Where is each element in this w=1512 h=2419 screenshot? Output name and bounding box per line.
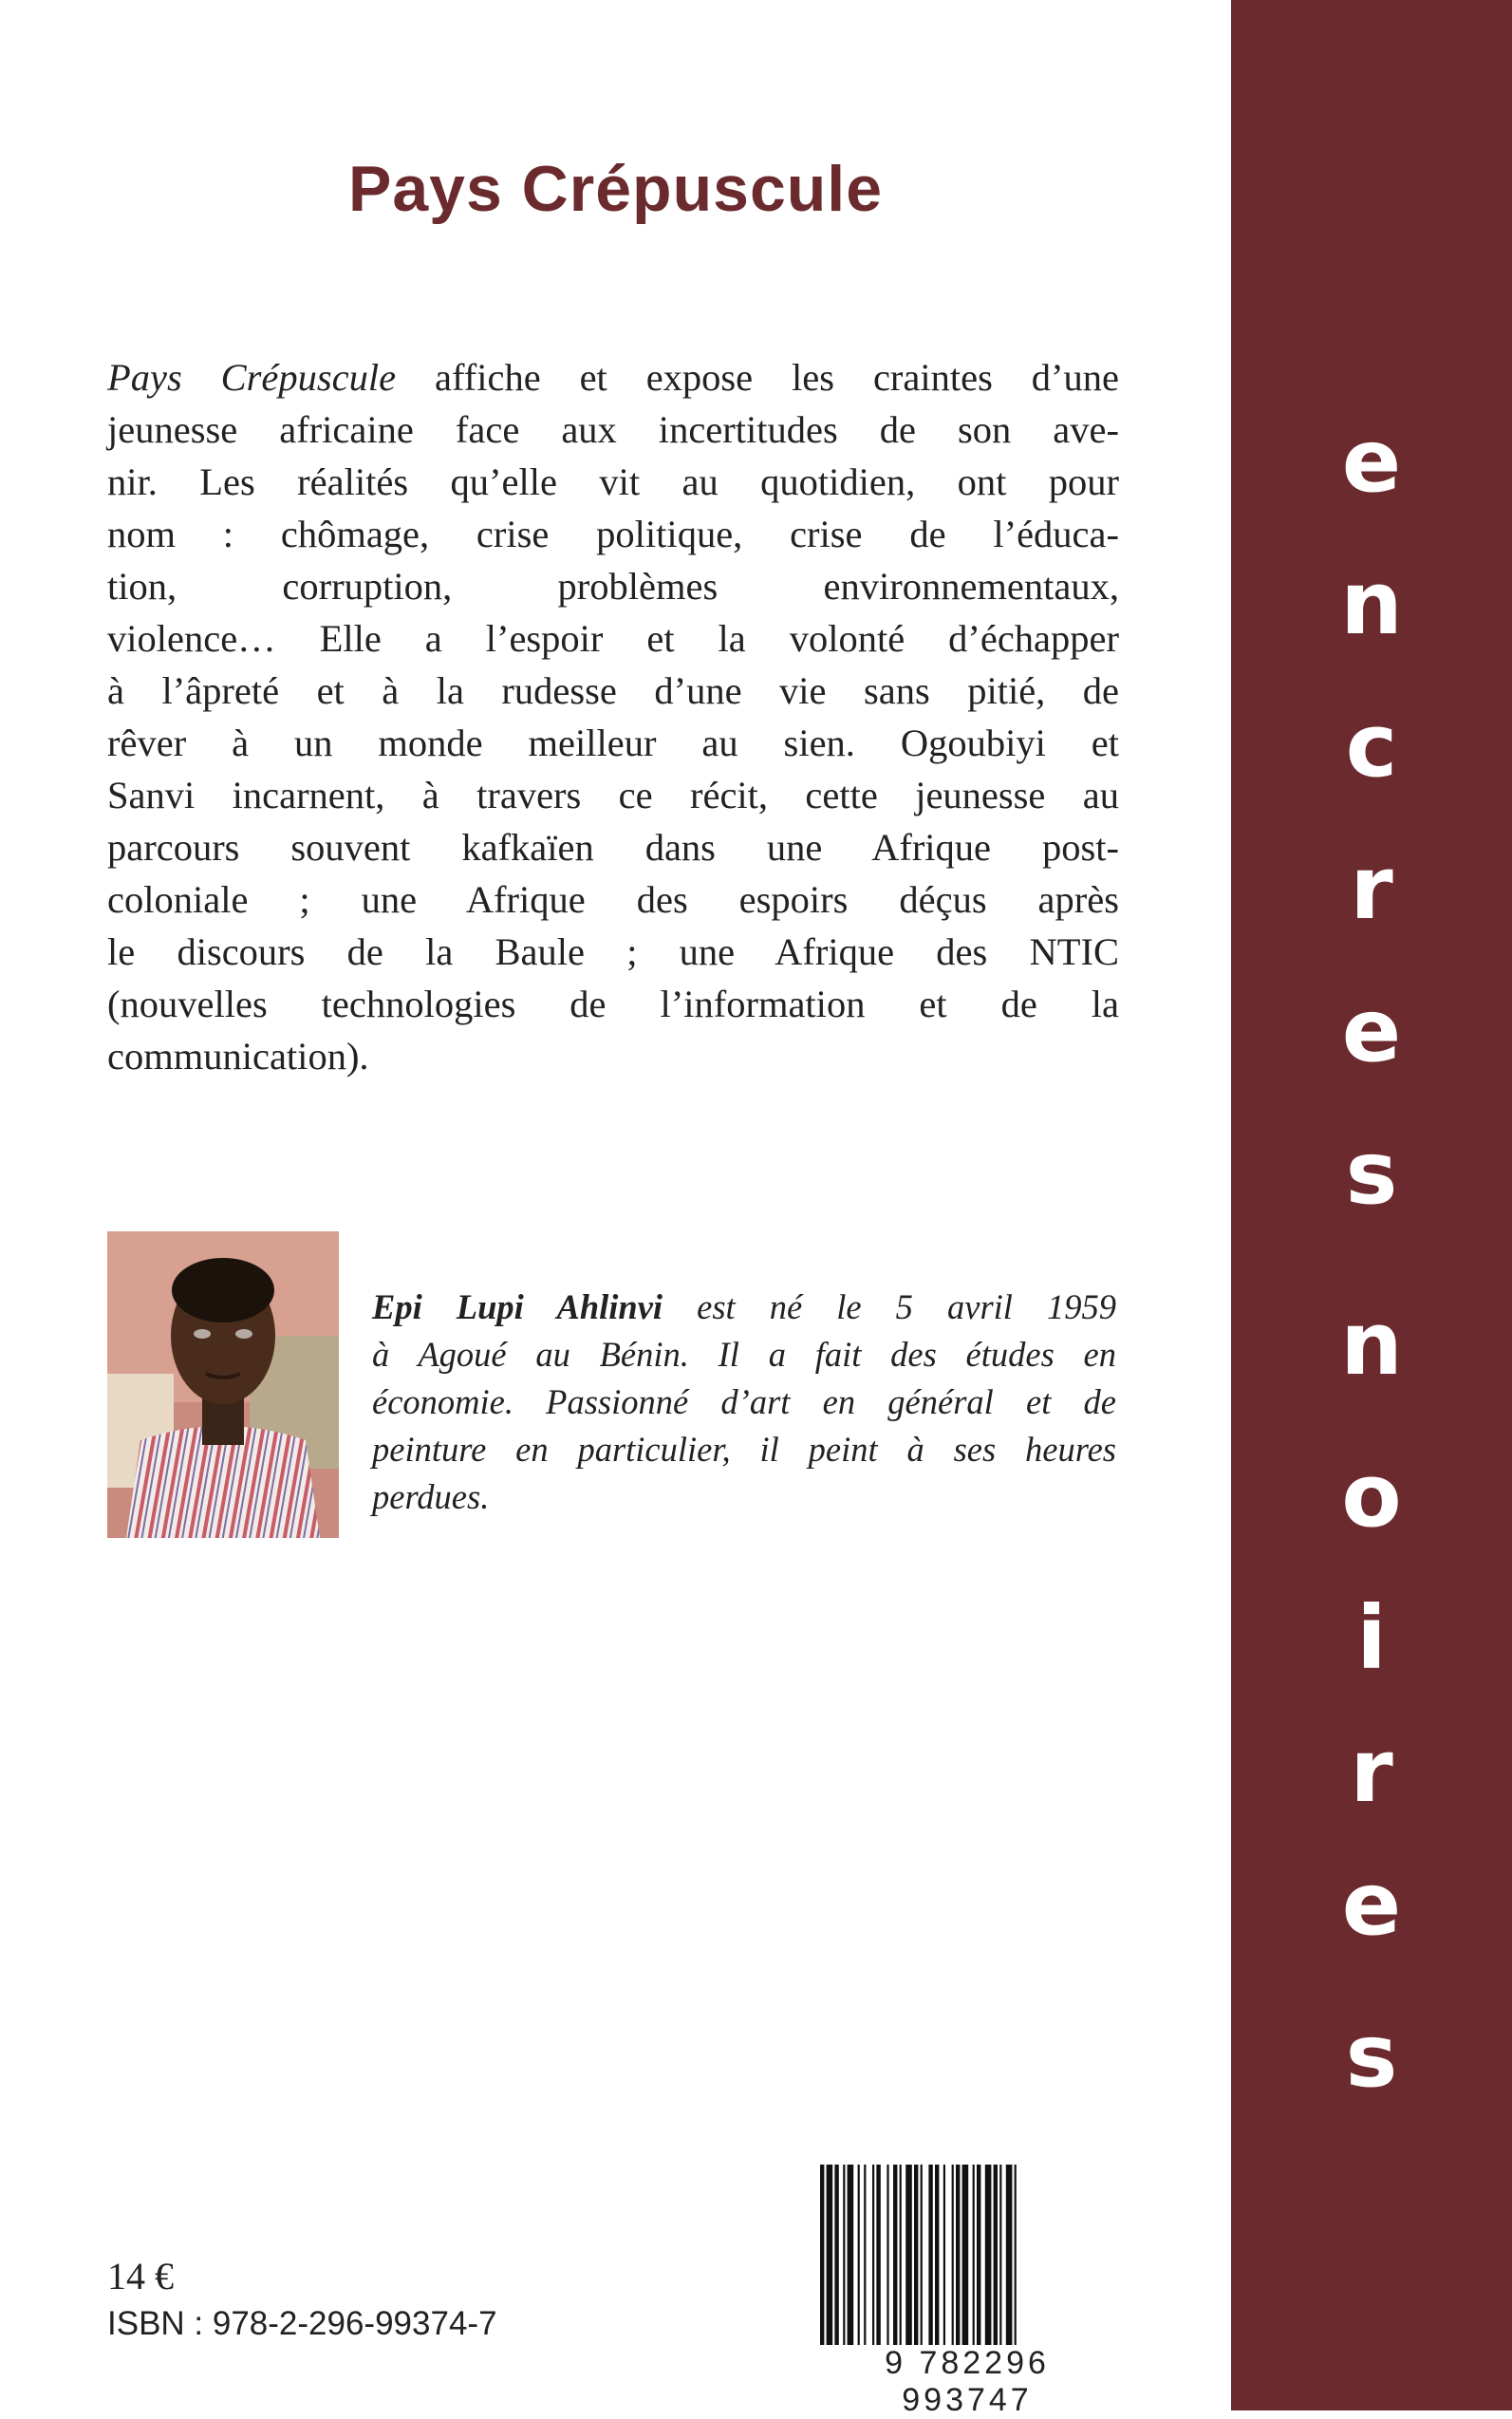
- bio-line: à Agoué au Bénin. Il a fait des études en: [372, 1335, 1116, 1374]
- author-photo: [107, 1231, 339, 1538]
- blurb-line: à l’âpreté et à la rudesse d’une vie sans pitié, de: [107, 669, 1119, 712]
- bio-line: [372, 1284, 1116, 1331]
- collection-letter: n: [1340, 1293, 1403, 1395]
- author-bio: [372, 1284, 1116, 1521]
- collection-letter: i: [1356, 1587, 1387, 1689]
- collection-letter: r: [1350, 1720, 1393, 1822]
- author-photo-illustration: [107, 1231, 339, 1538]
- collection-letter: c: [1345, 695, 1398, 797]
- blurb-line: tion, corruption, problèmes environnementaux,: [107, 565, 1119, 608]
- blurb-line: nir. Les réalités qu’elle vit au quotidien, ont pour: [107, 460, 1119, 503]
- blurb-line: coloniale ; une Afrique des espoirs déçus après: [107, 878, 1119, 921]
- blurb-line: jeunesse africaine face aux incertitudes de son ave-: [107, 408, 1119, 451]
- collection-letter: e: [1341, 410, 1402, 512]
- blurb-line-rest: affiche et expose les craintes d’une: [396, 356, 1119, 399]
- blurb-line: (nouvelles technologies de l’information et de la: [107, 983, 1119, 1025]
- blurb-line: rêver à un monde meilleur au sien. Ogoubiyi et: [107, 722, 1119, 764]
- blurb-line: nom : chômage, crise politique, crise de l’éduca-: [107, 513, 1119, 555]
- collection-letter: o: [1341, 1445, 1402, 1547]
- bio-line: perdues.: [372, 1477, 490, 1516]
- collection-letter: e: [1341, 1853, 1402, 1955]
- blurb-line: parcours souvent kafkaïen dans une Afrique post-: [107, 826, 1119, 869]
- isbn: ISBN : 978-2-296-99374-7: [107, 2305, 497, 2342]
- barcode-digits: 9 782296 993747: [816, 2345, 1118, 2419]
- collection-letter: s: [1345, 2005, 1398, 2107]
- blurb-line: le discours de la Baule ; une Afrique des NTIC: [107, 930, 1119, 973]
- blurb-line: Sanvi incarnent, à travers ce récit, cette jeunesse au: [107, 774, 1119, 816]
- collection-letter: s: [1345, 1122, 1398, 1224]
- book-title: Pays Crépuscule: [347, 153, 884, 225]
- collection-band: [1231, 0, 1512, 2410]
- collection-letter: e: [1341, 980, 1402, 1081]
- bio-line: économie. Passionné d’art en général et de: [372, 1382, 1116, 1421]
- blurb-line: [107, 351, 1119, 403]
- collection-letter: r: [1350, 837, 1393, 939]
- blurb-line: violence… Elle a l’espoir et la volonté d’échapper: [107, 617, 1119, 660]
- bio-line: peinture en particulier, il peint à ses heures: [372, 1430, 1116, 1469]
- collection-letter: n: [1340, 553, 1403, 654]
- price: 14 €: [107, 2255, 174, 2297]
- bio-line-rest: est né le 5 avril 1959: [663, 1287, 1117, 1326]
- author-name: Epi Lupi Ahlinvi: [372, 1287, 663, 1326]
- blurb-lead-title: Pays Crépuscule: [107, 356, 397, 399]
- blurb-line: communication).: [107, 1035, 369, 1078]
- back-cover-blurb: [107, 351, 1119, 1082]
